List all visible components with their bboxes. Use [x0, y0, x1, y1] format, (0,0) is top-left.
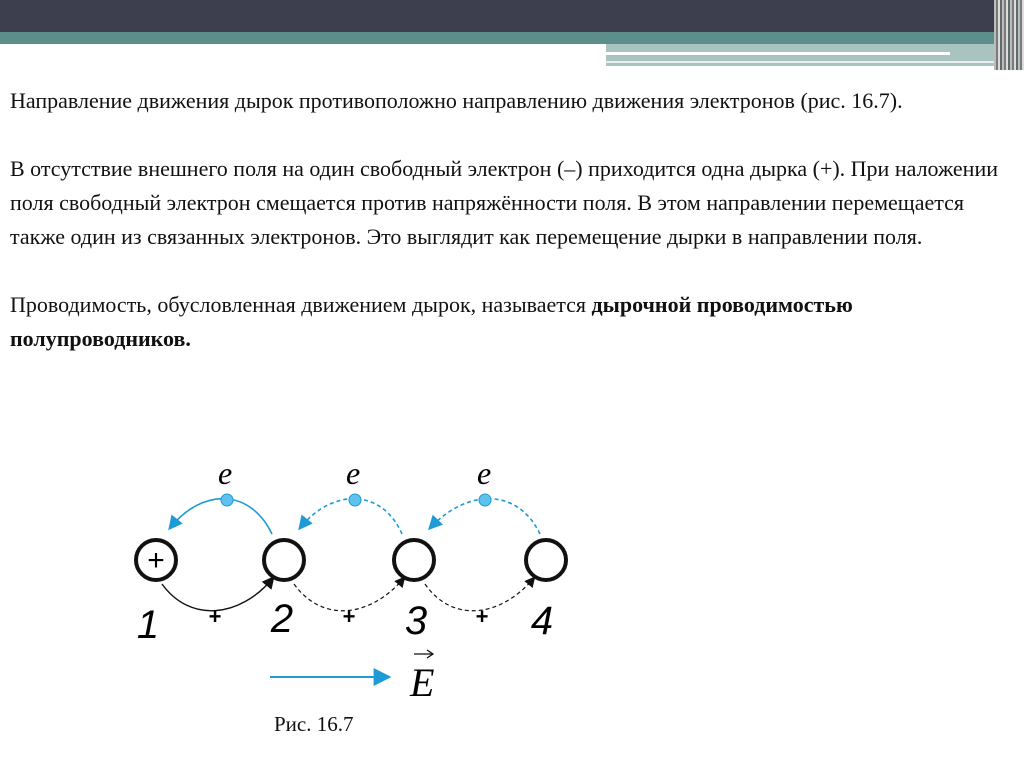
atom-3: [394, 540, 434, 580]
electron-label: e: [218, 455, 233, 491]
electron: [221, 494, 233, 506]
electron-label: e: [477, 455, 492, 491]
paragraph-text: В отсутствие внешнего поля на один свободный электрон (–) приходится одна дырка (+). При наложении поля свободный электрон смещается против напряжённости поля. В этом направлении перемещается также один из связанных электронов. Это выглядит как перемещение дырки в направлении поля.: [10, 156, 998, 249]
hole-plus-sign: +: [475, 604, 489, 629]
atom-number: 2: [270, 597, 294, 641]
paragraph-text: Проводимость, обусловленная движением дырок, называется: [10, 292, 592, 317]
paragraph-hole-direction: [10, 84, 1014, 118]
hole-plus-sign: +: [208, 604, 222, 629]
atom-number: 3: [404, 599, 428, 643]
atom-number: 1: [136, 603, 160, 647]
electron: [349, 494, 361, 506]
vector-arrow-icon: [414, 650, 433, 658]
figure-caption: Рис. 16.7: [274, 712, 354, 736]
slide-header-decoration: [0, 0, 1024, 70]
header-side-stripes: [994, 0, 1024, 70]
atom-2: [264, 540, 304, 580]
header-line: [606, 61, 1024, 63]
slide-body: [10, 84, 1014, 390]
atom-4: [526, 540, 566, 580]
electron-label: e: [346, 455, 361, 491]
header-teal-band: [0, 32, 1024, 44]
hole-conduction-diagram: [120, 448, 554, 708]
paragraph-hole-conductivity: [10, 288, 1014, 356]
hole-sign: +: [147, 544, 165, 577]
paragraph-field-effect: [10, 152, 1014, 254]
field-label: E: [410, 660, 435, 705]
paragraph-text: Направление движения дырок противоположно направлению движения электронов (рис. 16.7).: [10, 88, 903, 113]
header-line: [606, 52, 950, 55]
term-hole-conductivity: дырочной проводимостью полупроводников.: [10, 292, 853, 351]
electron-path-2-1: [170, 499, 272, 534]
header-dark-band: [0, 0, 1024, 32]
hole-plus-sign: +: [342, 604, 356, 629]
atom-number: 4: [530, 599, 554, 643]
electron: [479, 494, 491, 506]
